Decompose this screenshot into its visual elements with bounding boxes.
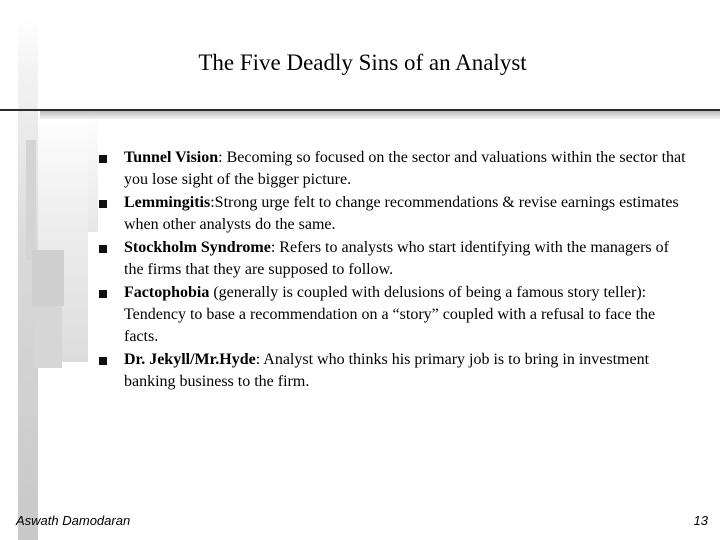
bullet-term: Stockholm Syndrome	[124, 239, 271, 256]
decorative-grey-block-lower	[34, 306, 62, 368]
square-bullet-icon	[99, 357, 107, 365]
square-bullet-icon	[99, 200, 107, 208]
bullet-item	[96, 192, 686, 236]
bullet-term: Lemmingitis	[124, 194, 211, 211]
bullet-term: Dr. Jekyll/Mr.Hyde	[124, 351, 256, 368]
bullet-item	[96, 349, 686, 393]
bullet-item	[96, 282, 686, 348]
bullet-term: Factophobia	[124, 284, 210, 301]
decorative-grey-block	[32, 250, 64, 306]
bullet-text: : Becoming so focused on the sector and valuations within the sector that you lose sight of the bigger picture.	[124, 149, 686, 188]
square-bullet-icon	[99, 155, 107, 163]
square-bullet-icon	[99, 290, 107, 298]
bullet-text: :Strong urge felt to change recommendations & revise earnings estimates when other analysts do the same.	[124, 194, 679, 233]
footer-author: Aswath Damodaran	[16, 513, 131, 528]
bullet-term: Tunnel Vision	[124, 149, 219, 166]
bullet-list	[96, 147, 686, 394]
bullet-text: : Analyst who thinks his primary job is to bring in investment banking business to the firm.	[124, 351, 650, 390]
title-rule	[0, 109, 720, 111]
slide-title: The Five Deadly Sins of an Analyst	[198, 50, 527, 75]
decorative-grey-strip	[26, 140, 36, 260]
title-rule-shadow	[40, 111, 720, 119]
bullet-text: : Refers to analysts who start identifying with the managers of the firms that they are supposed to follow.	[124, 239, 669, 278]
square-bullet-icon	[99, 245, 107, 253]
bullet-text: (generally is coupled with delusions of being a famous story teller): Tendency to base a recommendation on a “story” coupled with a refusal to face the facts.	[124, 284, 656, 345]
bullet-item	[96, 147, 686, 191]
page-number: 13	[693, 513, 708, 528]
bullet-item	[96, 237, 686, 281]
